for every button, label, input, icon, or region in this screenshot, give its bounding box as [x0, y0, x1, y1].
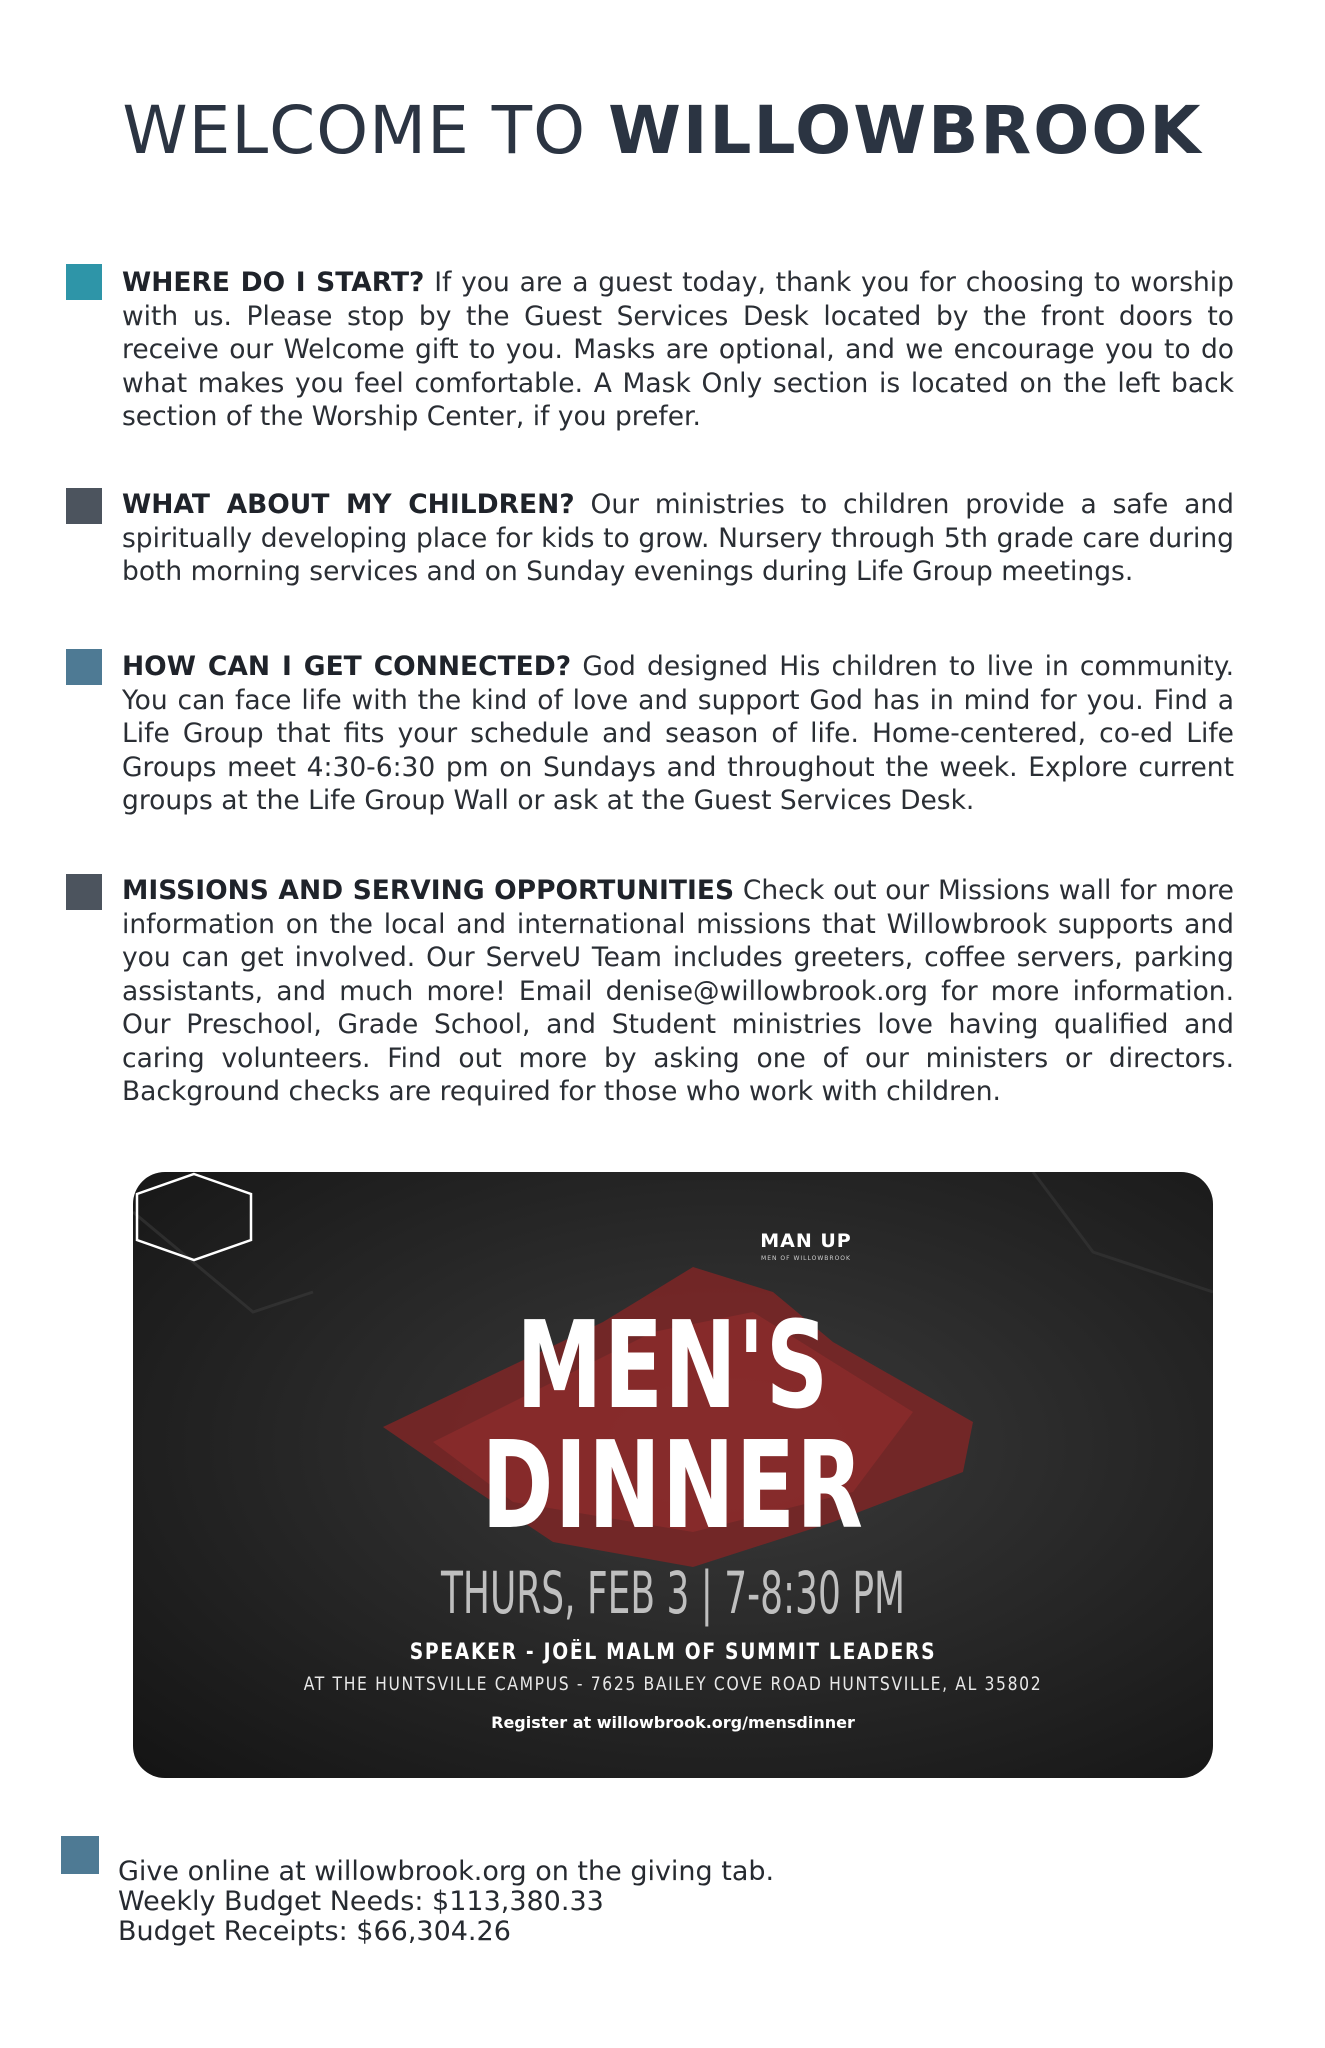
event-date: THURS, FEB 3 | 7-8:30 PM [440, 1559, 906, 1627]
section-marker-children [66, 488, 102, 524]
section-marker-connected [66, 649, 102, 685]
weekly-budget-needs: Weekly Budget Needs: $113,380.33 [118, 1886, 604, 1917]
title-bold: WILLOWBROOK [608, 92, 1203, 169]
badge-subtext: MEN OF WILLOWBROOK [761, 1255, 851, 1262]
page-title [0, 92, 1325, 169]
section-missions [122, 874, 1234, 1109]
giving-online: Give online at willowbrook.org on the giving tab. [118, 1856, 775, 1887]
section-what-about-my-children [122, 488, 1234, 589]
section-how-can-i-get-connected [122, 650, 1234, 818]
section-marker-start [66, 264, 102, 300]
section-body: Our ministries to children provide a safe and spiritually developing place for kids to grow. Nursery through 5th grade care during both morning services and on Sunday evenings during Life Group meetings. [122, 489, 1234, 587]
section-heading: MISSIONS AND SERVING OPPORTUNITIES [122, 875, 735, 906]
event-address: AT THE HUNTSVILLE CAMPUS - 7625 BAILEY COVE ROAD HUNTSVILLE, AL 35802 [303, 1673, 1043, 1695]
section-heading: WHAT ABOUT MY CHILDREN? [122, 489, 575, 520]
section-body: If you are a guest today, thank you for choosing to worship with us. Please stop by the Guest Services Desk located by the front doors to receive our Welcome gift to you. Masks are optional, and we encourage you to do what makes you feel comfortable. A Mask Only section is located on the left back section of the Worship Center, if you prefer. [122, 267, 1234, 432]
section-body: God designed His children to live in community. You can face life with the kind of love and support God has in mind for you. Find a Life Group that fits your schedule and season of life. Home-centered, co-ed Life Groups meet 4:30-6:30 pm on Sundays and throughout the week. Explore current groups at the Life Group Wall or ask at the Guest Services Desk. [122, 651, 1234, 816]
budget-receipts: Budget Receipts: $66,304.26 [118, 1916, 511, 1947]
title-light: WELCOME TO [122, 92, 587, 169]
register-link[interactable]: Register at willowbrook.org/mensdinner [491, 1713, 855, 1732]
banner-line-dinner: DINNER [481, 1417, 865, 1556]
section-heading: WHERE DO I START? [122, 267, 425, 298]
event-speaker: SPEAKER - JOËL MALM OF SUMMIT LEADERS [409, 1640, 937, 1665]
giving-marker [61, 1836, 99, 1874]
man-up-badge-icon [133, 1172, 255, 1262]
section-marker-missions [66, 874, 102, 910]
giving-info [118, 1857, 774, 1947]
section-where-do-i-start [122, 266, 1234, 434]
badge-text: MAN UP [760, 1230, 852, 1252]
section-body: Check out our Missions wall for more information on the local and international missions that Willowbrook supports and you can get involved. Our ServeU Team includes greeters, coffee servers, parking assistants, and much more! Email denise@willowbrook.org for more information. Our Preschool, Grade School, and Student ministries love having qualified and caring volunteers. Find out more by asking one of our ministers or directors. Background checks are required for those who work with children. [122, 875, 1234, 1107]
mens-dinner-banner [133, 1172, 1213, 1778]
banner-line-mens: MEN'S [516, 1297, 830, 1436]
section-heading: HOW CAN I GET CONNECTED? [122, 651, 572, 682]
